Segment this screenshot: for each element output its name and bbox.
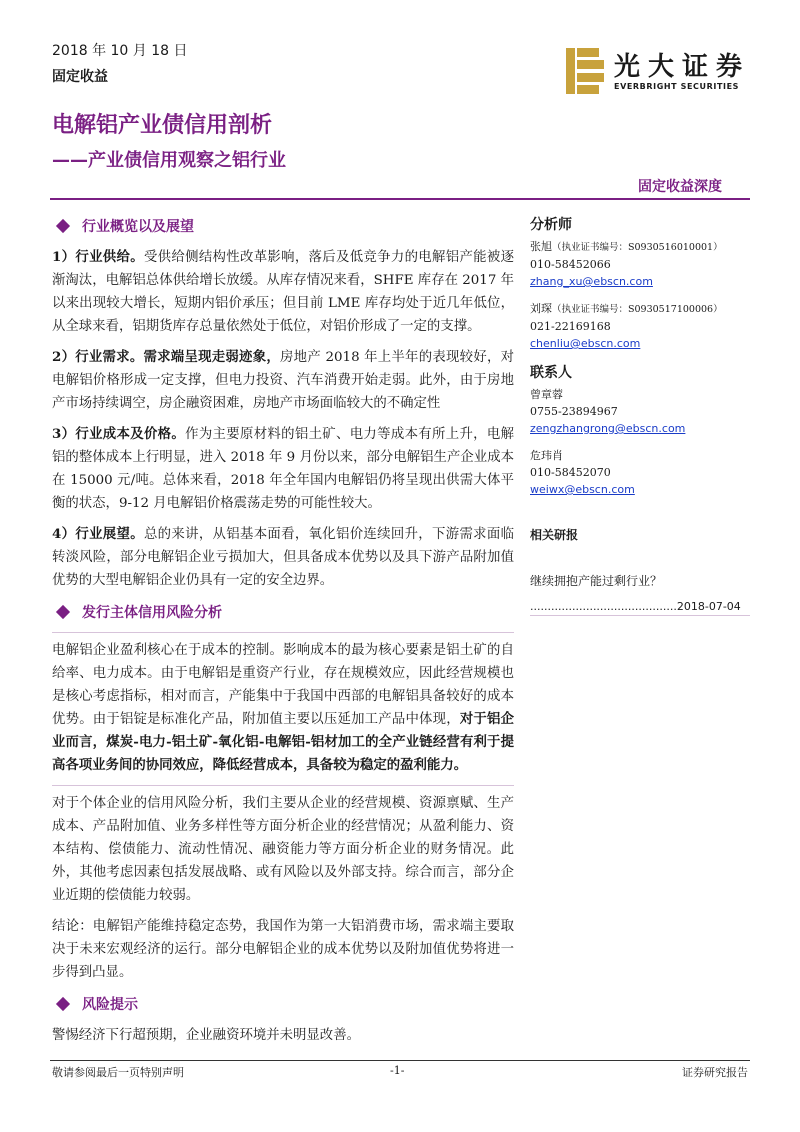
company-logo bbox=[566, 46, 756, 98]
paragraph-supply bbox=[52, 246, 514, 338]
related-reports-heading: 相关研报 bbox=[530, 528, 579, 542]
analyst-phone: 021-22169168 bbox=[530, 320, 611, 333]
analyst-name-line bbox=[530, 238, 750, 256]
footer-disclaimer: 敬请参阅最后一页特别声明 bbox=[52, 1066, 184, 1079]
paragraph-text: 房地产 2018 年上半年的表现较好，对电解铝价格形成一定支撑，但电力投资、汽车消费开始走弱。此外，由于房地产市场持续调空，房企融资困难，房地产市场面临较大的不确定性 bbox=[52, 350, 515, 411]
analyst-email-link[interactable]: zhang_xu@ebscn.com bbox=[530, 275, 653, 288]
paragraph-lead: 3）行业成本及价格。 bbox=[52, 426, 186, 442]
report-category: 固定收益 bbox=[52, 69, 108, 85]
diamond-bullet-icon bbox=[56, 219, 70, 233]
analyst-cert: （执业证书编号：S0930516010001） bbox=[552, 242, 723, 253]
analyst-heading: 分析师 bbox=[530, 217, 572, 233]
contact-phone: 010-58452070 bbox=[530, 466, 611, 479]
paragraph-bold: 需求端呈现走弱迹象， bbox=[143, 349, 281, 365]
paragraph-text: 受供给侧结构性改革影响，落后及低竞争力的电解铝产能被逐渐淘汰，电解铝总体供给增长放缓。从库存情况来看，SHFE 库存在 2017 年以来出现较大增长，短期内铝价承压；但目前 LME 库存均处于近几年低位，从全球来看，铝期货库存总量依然处于低位，对铝价形成了一定的支撑。 bbox=[52, 250, 514, 334]
contact-heading: 联系人 bbox=[530, 365, 572, 381]
paragraph-lead: 4）行业展望。 bbox=[52, 526, 144, 542]
paragraph-text: 作为主要原材料的铝土矿、电力等成本有所上升，电解铝的整体成本上行明显，进入 2018 年 9 月份以来，部分电解铝生产企业成本在 15000 元/吨。总体来看，2018 年全年国内电解铝仍将呈现出供需大体平衡的状态，9-12 月电解铝价格震荡走势的可能性较大。 bbox=[52, 427, 514, 511]
sidebar bbox=[530, 214, 750, 616]
report-title: 电解铝产业债信用剖析 bbox=[52, 113, 273, 138]
paragraph-risk bbox=[52, 1024, 514, 1047]
section-divider bbox=[52, 632, 514, 633]
contact-phone: 0755-23894967 bbox=[530, 405, 618, 418]
paragraph-lead: 1）行业供给。 bbox=[52, 249, 144, 265]
logo-english-text: EVERBRIGHT SECURITIES bbox=[614, 82, 740, 91]
contact-name: 曾章蓉 bbox=[530, 388, 563, 401]
related-report-title[interactable]: 继续拥抱产能过剩行业？ bbox=[530, 574, 663, 588]
report-type-label: 固定收益深度 bbox=[638, 179, 722, 195]
paragraph-lead: 2）行业需求。 bbox=[52, 349, 144, 365]
paragraph-bold: 对于铝企业而言，煤炭-电力-铝土矿-氧化铝-电解铝-铝材加工的全产业链经营有利于提高各项业务间的协同效应，降低经营成本，具备较为稳定的盈利能力。 bbox=[52, 711, 515, 773]
contact-email-link[interactable]: weiwx@ebscn.com bbox=[530, 483, 635, 496]
section-heading-credit-risk bbox=[52, 600, 514, 624]
footer-report-label: 证券研究报告 bbox=[682, 1066, 748, 1079]
related-report-date: ..........................................2018-07-04 bbox=[530, 600, 741, 613]
paragraph-cost-control bbox=[52, 639, 514, 777]
related-divider bbox=[530, 615, 750, 616]
section-title: 发行主体信用风险分析 bbox=[82, 605, 222, 621]
paragraph-text: 电解铝企业盈利核心在于成本的控制。影响成本的最为核心要素是铝土矿的自给率、电力成本。由于电解铝是重资产行业，存在规模效应，因此经营规模也是核心考虑指标，相对而言，产能集中于我国中西部的电解铝具备较好的成本优势。由于铝锭是标准化产品，附加值主要以压延加工产品中体现， bbox=[52, 643, 514, 727]
footer-divider bbox=[50, 1060, 750, 1061]
section-heading-risk-warning bbox=[52, 992, 514, 1016]
paragraph-conclusion bbox=[52, 915, 514, 984]
report-subtitle: ——产业债信用观察之铝行业 bbox=[52, 150, 286, 171]
analyst-email-link[interactable]: chenliu@ebscn.com bbox=[530, 337, 641, 350]
diamond-bullet-icon bbox=[56, 605, 70, 619]
paragraph-demand bbox=[52, 346, 514, 415]
section-divider bbox=[52, 785, 514, 786]
paragraph-individual-analysis bbox=[52, 792, 514, 907]
header-divider bbox=[50, 198, 750, 200]
main-content bbox=[52, 214, 514, 1055]
page-number: -1- bbox=[390, 1064, 405, 1077]
paragraph-text: 总的来讲，从铝基本面看，氧化铝价连续回升，下游需求面临转淡风险，部分电解铝企业亏损加大，但具备成本优势以及具下游产品附加值优势的大型电解铝企业仍具有一定的安全边界。 bbox=[52, 527, 514, 588]
paragraph-outlook bbox=[52, 523, 514, 592]
logo-chinese-text: 光大证券 bbox=[614, 52, 751, 82]
paragraph-text: 结论：电解铝产能维持稳定态势，我国作为第一大铝消费市场，需求端主要取决于未来宏观经济的运行。部分电解铝企业的成本优势以及附加值优势将进一步得到凸显。 bbox=[52, 919, 514, 980]
analyst-phone: 010-58452066 bbox=[530, 258, 611, 271]
paragraph-text: 对于个体企业的信用风险分析，我们主要从企业的经营规模、资源禀赋、生产成本、产品附加值、业务多样性等方面分析企业的经营情况；从盈利能力、资本结构、偿债能力、流动性情况、融资能力等方面分析企业的财务情况。此外，其他考虑因素包括发展战略、或有风险以及外部支持。综合而言，部分企业近期的偿债能力较弱。 bbox=[52, 796, 514, 903]
section-title: 风险提示 bbox=[82, 997, 138, 1013]
paragraph-cost-price bbox=[52, 423, 514, 515]
analyst-name-line bbox=[530, 300, 750, 318]
paragraph-text: 警惕经济下行超预期，企业融资环境并未明显改善。 bbox=[52, 1028, 360, 1043]
analyst-name: 张旭 bbox=[530, 240, 552, 253]
section-title: 行业概览以及展望 bbox=[82, 219, 194, 235]
diamond-bullet-icon bbox=[56, 997, 70, 1011]
section-heading-overview bbox=[52, 214, 514, 238]
report-date: 2018 年 10 月 18 日 bbox=[52, 43, 188, 59]
analyst-cert: （执业证书编号：S0930517100006） bbox=[552, 304, 723, 315]
everbright-logo-icon bbox=[566, 48, 604, 94]
contact-name: 危玮肖 bbox=[530, 449, 563, 462]
contact-email-link[interactable]: zengzhangrong@ebscn.com bbox=[530, 422, 686, 435]
analyst-name: 刘琛 bbox=[530, 302, 552, 315]
